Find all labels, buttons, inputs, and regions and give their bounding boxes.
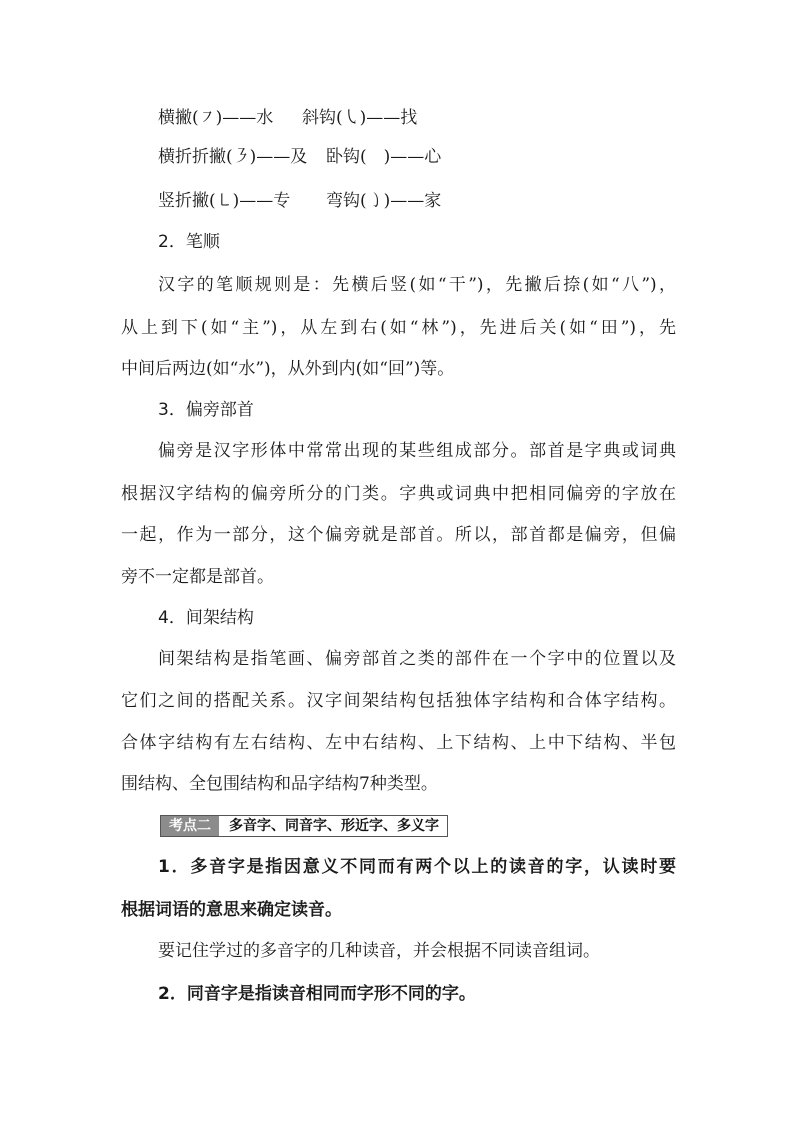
stroke-example: 弯钩(㇁)——家 [326,191,442,211]
paragraph-line: 旁不一定都是部首。 [121,567,274,587]
stroke-example: 横折折撇(㇋)——及 [158,147,308,167]
stroke-example: 卧钩( )——心 [326,147,442,167]
stroke-example: 竖折撇(㇄)——专 [158,191,291,211]
paragraph-line: 偏旁是汉字形体中常常出现的某些组成部分。部首是字典或词典 [158,441,676,461]
paragraph-line: 要记住学过的多音字的几种读音，并会根据不同读音组词。 [158,941,600,961]
paragraph-line: 一起，作为一部分，这个偏旁就是部首。所以，部首都是偏旁，但偏 [121,525,676,545]
paragraph-line: 从上到下(如“主”)，从左到右(如“林”)，先进后关(如“田”)，先 [121,318,676,338]
paragraph-line: 围结构、全包围结构和品字结构7种类型。 [121,774,438,794]
paragraph-line: 合体字结构有左右结构、左中右结构、上下结构、上中下结构、半包 [121,733,676,753]
stroke-example: 横撇(㇇)——水 [158,108,274,128]
paragraph-line: 中间后两边(如“水”)，从外到内(如“回”)等。 [121,359,455,379]
paragraph-line: 间架结构是指笔画、偏旁部首之类的部件在一个字中的位置以及 [158,649,676,669]
exam-point-title: 多音字、同音字、形近字、多义字 [219,816,447,836]
section-heading: 3．偏旁部首 [158,400,254,420]
exam-point-tag: 考点二 [161,816,219,836]
stroke-example: 斜钩(㇂)——找 [302,108,418,128]
paragraph-line: 它们之间的搭配关系。汉字间架结构包括独体字结构和合体字结构。 [121,691,676,711]
paragraph-line: 汉字的笔顺规则是：先横后竖(如“干”)，先撇后捺(如“八”)， [158,275,676,295]
paragraph-line: 根据汉字结构的偏旁所分的门类。字典或词典中把相同偏旁的字放在 [121,484,676,504]
paragraph-line: 2．同音字是指读音相同而字形不同的字。 [158,984,476,1004]
paragraph-line: 1．多音字是指因意义不同而有两个以上的读音的字，认读时要 [158,857,676,877]
paragraph-line: 根据词语的意思来确定读音。 [121,900,342,920]
section-heading: 4．间架结构 [158,608,254,628]
exam-point-badge [160,815,448,837]
section-heading: 2．笔顺 [158,232,220,252]
